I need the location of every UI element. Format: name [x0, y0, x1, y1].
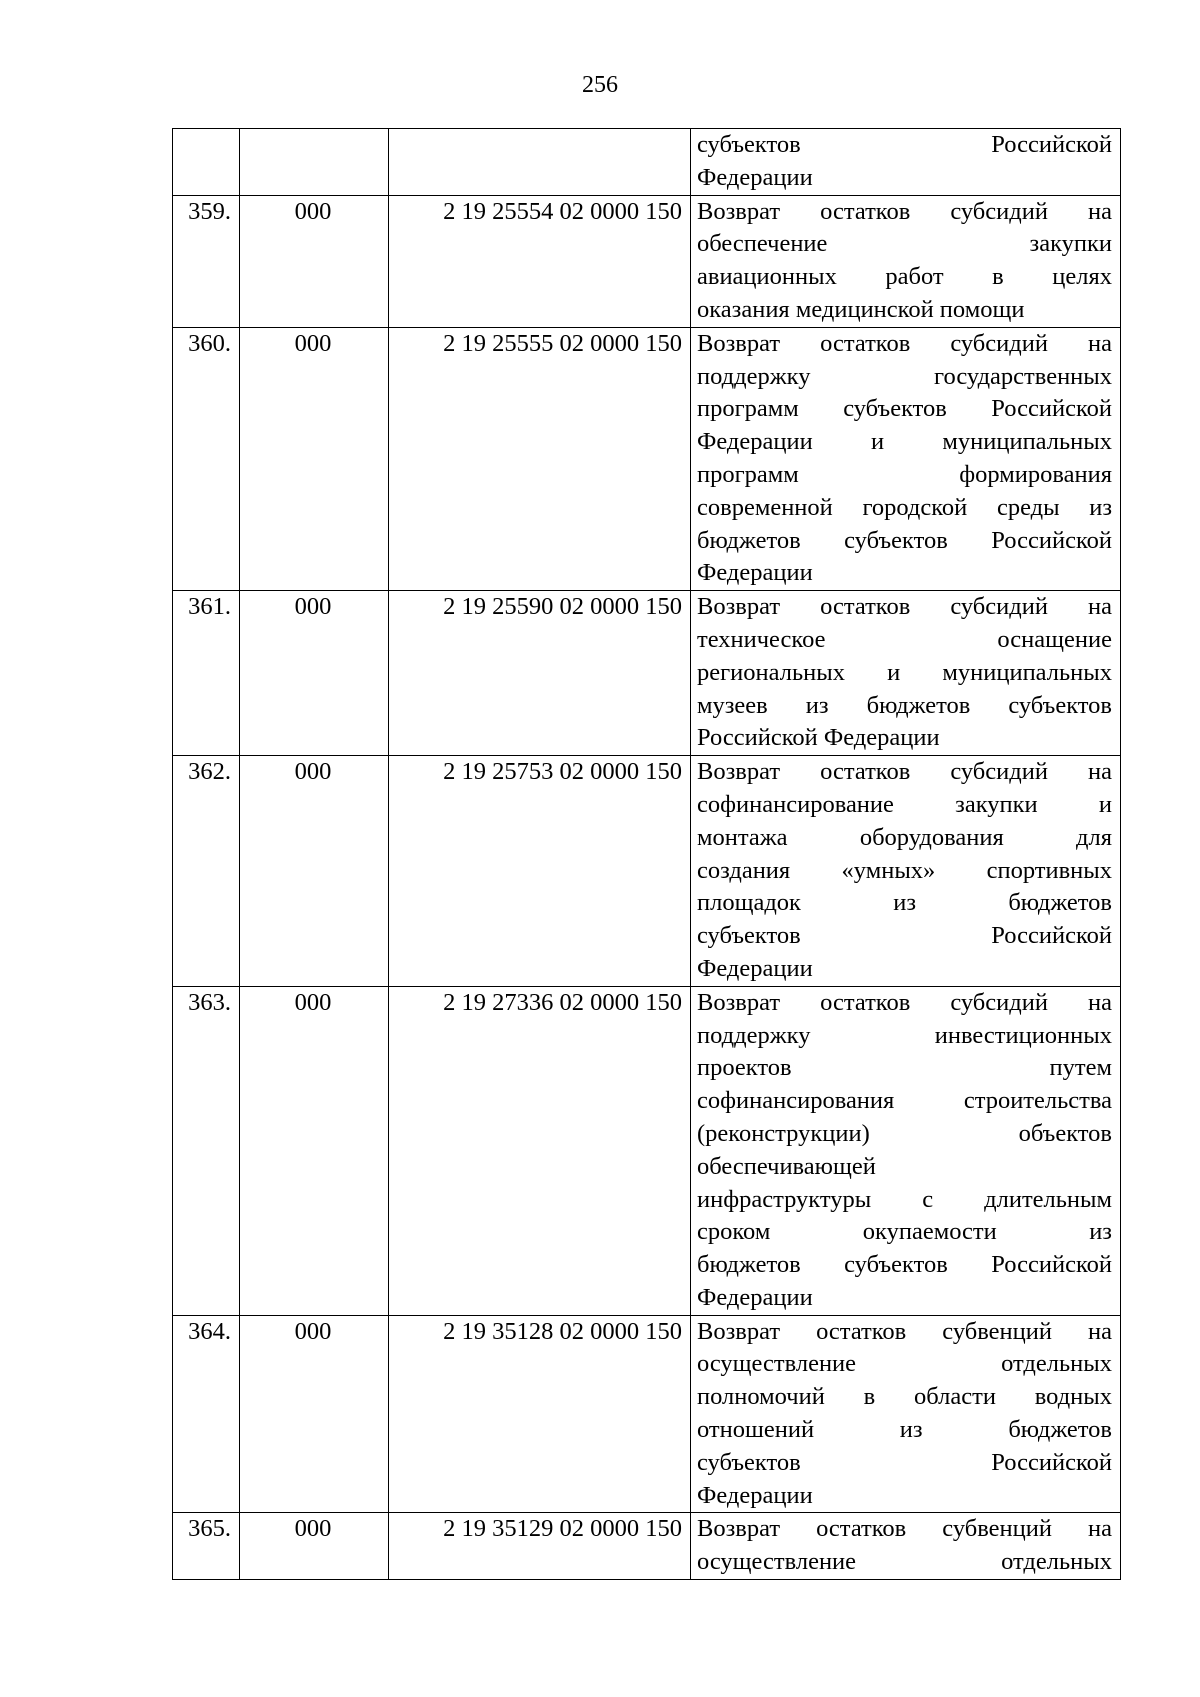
description-line: Возврат остатков субсидий на [697, 197, 1112, 225]
description-line: софинансирование закупки и [697, 790, 1112, 818]
table-row [173, 1315, 1121, 1513]
row-number: 364. [173, 1315, 240, 1513]
table-row [173, 327, 1121, 590]
budget-classification-code: 2 19 25590 02 0000 150 [389, 591, 691, 756]
income-description [691, 1315, 1121, 1513]
description-line: техническое оснащение [697, 625, 1112, 653]
description-line: поддержку государственных [697, 362, 1112, 390]
description-line: субъектов Российской [697, 1448, 1112, 1476]
description-line: сроком окупаемости из [697, 1218, 1112, 1246]
description-line: музеев из бюджетов субъектов [697, 691, 1112, 719]
description-line: авиационных работ в целях [697, 263, 1112, 291]
description-line: субъектов Российской [697, 131, 1112, 158]
budget-classification-code: 2 19 25554 02 0000 150 [389, 195, 691, 327]
row-number: 362. [173, 756, 240, 987]
row-number: 361. [173, 591, 240, 756]
page-number: 256 [582, 72, 618, 98]
description-line: осуществление отдельных [697, 1350, 1112, 1378]
description-line: Федерации [697, 559, 813, 587]
income-description [691, 591, 1121, 756]
income-description [691, 756, 1121, 987]
description-line: бюджетов субъектов Российской [697, 526, 1112, 554]
description-line: софинансирования строительства [697, 1087, 1112, 1115]
table-row [173, 195, 1121, 327]
description-line: программ субъектов Российской [697, 395, 1112, 423]
description-line: Федерации и муниципальных [697, 428, 1112, 456]
income-description [691, 1513, 1121, 1580]
administrator-code: 000 [240, 1513, 389, 1580]
row-number: 365. [173, 1513, 240, 1580]
description-line: отношений из бюджетов [697, 1416, 1112, 1444]
description-line: обеспечение закупки [697, 230, 1112, 258]
description-line: поддержку инвестиционных [697, 1021, 1112, 1049]
description-line: проектов путем [697, 1054, 1112, 1082]
administrator-code: 000 [240, 327, 389, 590]
table-row [173, 591, 1121, 756]
description-line: полномочий в области водных [697, 1383, 1112, 1411]
income-description [691, 129, 1121, 196]
table-row [173, 1513, 1121, 1580]
budget-classification-code: 2 19 35128 02 0000 150 [389, 1315, 691, 1513]
row-number: 360. [173, 327, 240, 590]
description-line: современной городской среды из [697, 493, 1112, 521]
description-line: Возврат остатков субвенций на [697, 1317, 1112, 1345]
description-line: программ формирования [697, 460, 1112, 488]
income-description [691, 327, 1121, 590]
table-row [173, 986, 1121, 1315]
description-line: Возврат остатков субсидий на [697, 329, 1112, 357]
description-line: обеспечивающей [697, 1152, 876, 1180]
description-line: площадок из бюджетов [697, 889, 1112, 917]
description-line: Возврат остатков субсидий на [697, 988, 1112, 1016]
description-line: оказания медицинской помощи [697, 295, 1025, 323]
row-number: 359. [173, 195, 240, 327]
income-description [691, 986, 1121, 1315]
table-row [173, 756, 1121, 987]
description-line: осуществление отдельных [697, 1548, 1112, 1576]
description-line: (реконструкции) объектов [697, 1119, 1112, 1147]
income-description [691, 195, 1121, 327]
description-line: Возврат остатков субсидий на [697, 593, 1112, 621]
table-row [173, 129, 1121, 196]
budget-classification-code [389, 129, 691, 196]
administrator-code: 000 [240, 195, 389, 327]
description-line: Федерации [697, 1283, 813, 1311]
administrator-code: 000 [240, 591, 389, 756]
administrator-code: 000 [240, 986, 389, 1315]
description-line: инфраструктуры с длительным [697, 1185, 1112, 1213]
row-number: 363. [173, 986, 240, 1315]
description-line: Федерации [697, 163, 813, 191]
budget-classification-code: 2 19 25555 02 0000 150 [389, 327, 691, 590]
description-line: Российской Федерации [697, 724, 940, 752]
administrator-code [240, 129, 389, 196]
budget-classification-code: 2 19 27336 02 0000 150 [389, 986, 691, 1315]
administrator-code: 000 [240, 1315, 389, 1513]
description-line: субъектов Российской [697, 922, 1112, 950]
description-line: Возврат остатков субвенций на [697, 1515, 1112, 1543]
description-line: Федерации [697, 954, 813, 982]
row-number [173, 129, 240, 196]
administrator-code: 000 [240, 756, 389, 987]
description-line: бюджетов субъектов Российской [697, 1251, 1112, 1279]
description-line: монтажа оборудования для [697, 823, 1112, 851]
table-body [173, 129, 1121, 1580]
budget-classification-code: 2 19 25753 02 0000 150 [389, 756, 691, 987]
description-line: региональных и муниципальных [697, 658, 1112, 686]
description-line: создания «умных» спортивных [697, 856, 1112, 884]
budget-codes-table [172, 128, 1121, 1580]
budget-classification-code: 2 19 35129 02 0000 150 [389, 1513, 691, 1580]
description-line: Возврат остатков субсидий на [697, 758, 1112, 786]
description-line: Федерации [697, 1481, 813, 1509]
